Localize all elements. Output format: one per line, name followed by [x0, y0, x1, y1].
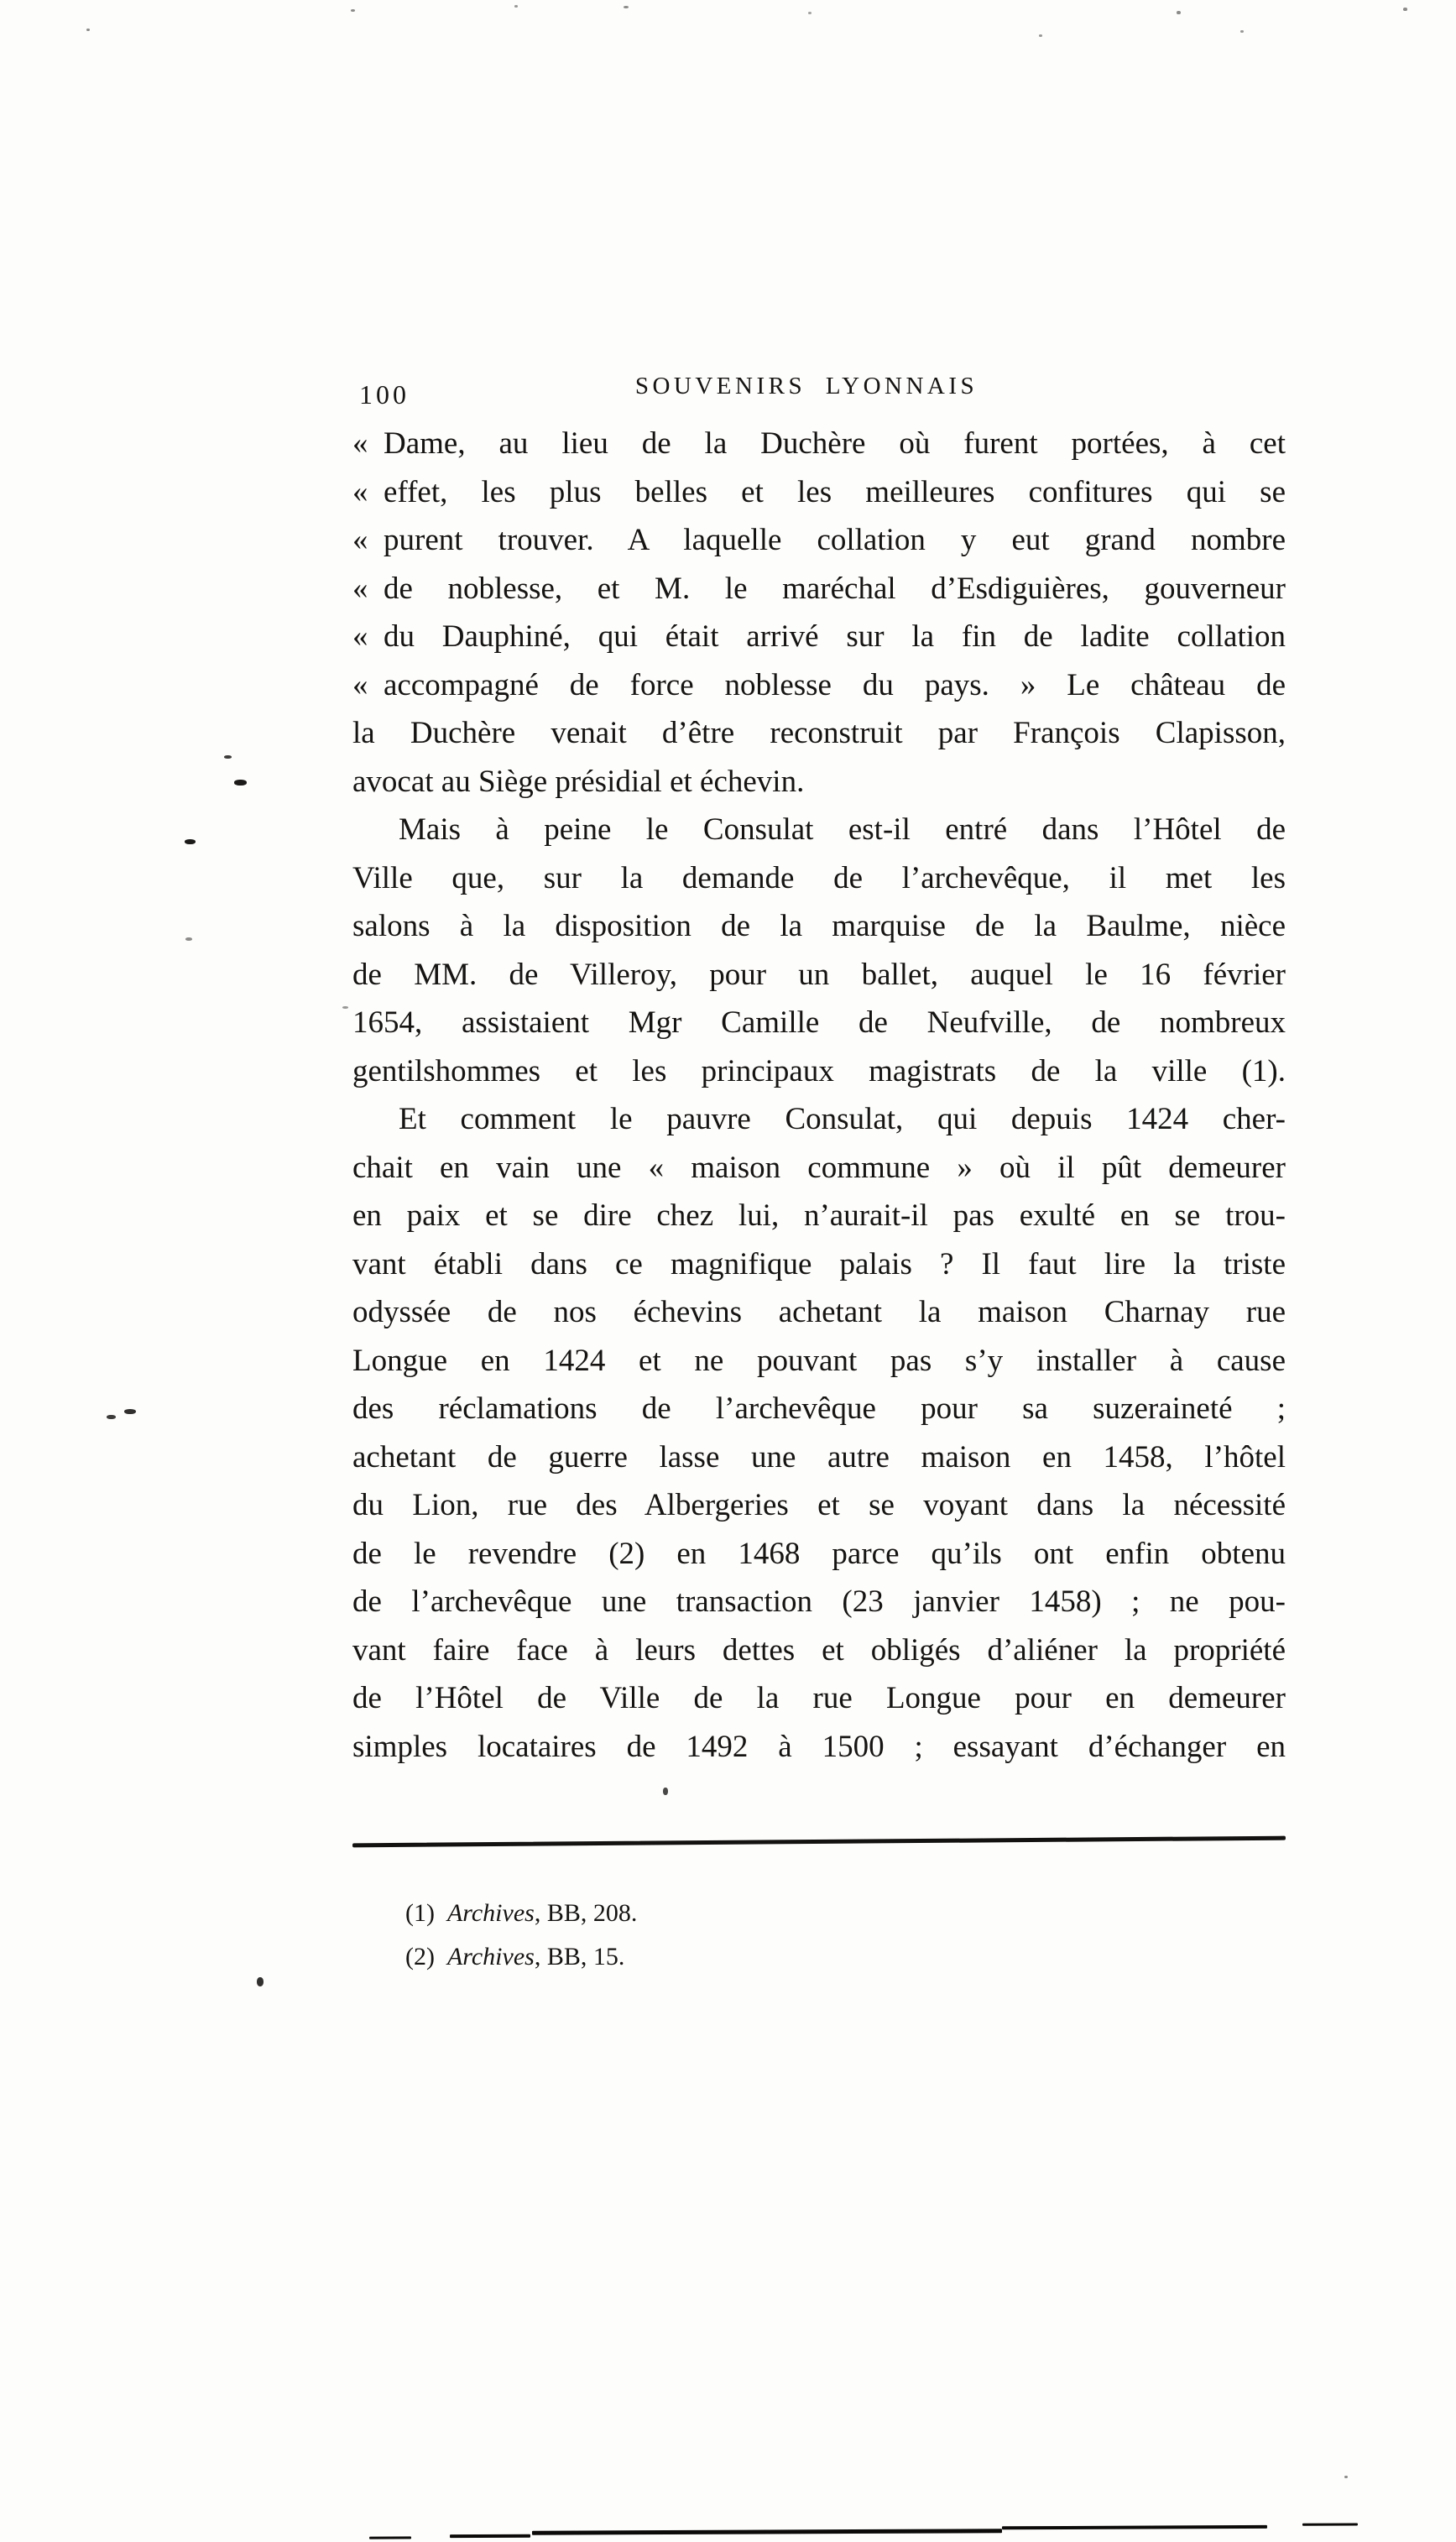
scan-edge-segment [450, 2534, 530, 2538]
ink-speck [514, 5, 518, 8]
text-line: simples locataires de 1492 à 1500 ; essayant d’échanger en [352, 1729, 1286, 1764]
footnote-reference: , BB, 15. [534, 1943, 625, 1970]
text-line: de l’archevêque une transaction (23 janvier 1458) ; ne pou- [352, 1584, 1286, 1619]
running-title: SOUVENIRS LYONNAIS [634, 373, 978, 399]
text-line: du Lion, rue des Albergeries et se voyant dans la nécessité [352, 1488, 1286, 1522]
scan-edge-segment [369, 2536, 411, 2539]
scan-edge-line [369, 2519, 1359, 2541]
ink-speck [185, 937, 192, 941]
text-line: Longue en 1424 et ne pouvant pas s’y installer à cause [352, 1343, 1286, 1378]
text-line: avocat au Siège présidial et échevin. [352, 764, 805, 799]
footnote-2 [405, 1935, 1161, 1979]
text-line: Et comment le pauvre Consulat, qui depuis 1424 cher- [399, 1102, 1286, 1136]
text-line: 1654, assistaient Mgr Camille de Neufville, de nombreux [352, 1005, 1286, 1040]
text-line: des réclamations de l’archevêque pour sa suzeraineté ; [352, 1391, 1286, 1426]
ink-speck [351, 9, 355, 12]
text-line: salons à la disposition de la marquise de la Baulme, nièce [352, 909, 1286, 943]
text-line: vant établi dans ce magnifique palais ? Il faut lire la triste [352, 1246, 1286, 1281]
ink-speck [86, 29, 90, 31]
text-line: « de noblesse, et M. le maréchal d’Esdiguières, gouverneur [352, 571, 1286, 606]
footnote-work-title: Archives [446, 1943, 535, 1970]
text-line: odyssée de nos échevins achetant la maison Charnay rue [352, 1295, 1286, 1329]
text-line: « purent trouver. A laquelle collation y eut grand nombre [352, 523, 1286, 557]
text-line: Ville que, sur la demande de l’archevêque, il met les [352, 860, 1286, 895]
ink-speck [124, 1409, 136, 1414]
ink-speck [1177, 11, 1181, 14]
ink-speck [185, 839, 196, 844]
ink-speck [624, 6, 629, 8]
text-line: achetant de guerre lasse une autre maison en 1458, l’hôtel [352, 1439, 1286, 1475]
text-line: de le revendre (2) en 1468 parce qu’ils ont enfin obtenu [352, 1536, 1286, 1571]
scan-edge-segment [532, 2529, 1002, 2534]
footnote-marker: (1) [405, 1899, 435, 1927]
scan-edge-segment [1302, 2523, 1358, 2525]
text-line: gentilshommes et les principaux magistrats de la ville (1). [352, 1053, 1286, 1088]
text-line: « du Dauphiné, qui était arrivé sur la fin de ladite collation [352, 619, 1286, 654]
ink-speck [1344, 2476, 1348, 2478]
ink-speck [224, 755, 232, 759]
page-number: 100 [359, 379, 410, 410]
ink-speck [808, 12, 811, 14]
text-line: « effet, les plus belles et les meilleures confitures qui se [352, 474, 1286, 509]
ink-speck [257, 1977, 264, 1986]
running-header [352, 373, 1286, 415]
body-text [352, 420, 1286, 1771]
footnote-work-title: Archives [446, 1899, 535, 1927]
text-line: « Dame, au lieu de la Duchère où furent portées, à cet [352, 426, 1286, 461]
scan-edge-segment [1002, 2525, 1267, 2529]
footnote-divider-rule [352, 1836, 1286, 1848]
text-line: en paix et se dire chez lui, n’aurait-il pas exulté en se trou- [352, 1198, 1286, 1233]
footnote-1 [405, 1892, 1161, 1935]
text-line: de MM. de Villeroy, pour un ballet, auquel le 16 février [352, 957, 1286, 992]
text-line: la Duchère venait d’être reconstruit par François Clapisson, [352, 716, 1286, 750]
footnote-marker: (2) [405, 1943, 435, 1970]
text-line: chait en vain une « maison commune » où il pût demeurer [352, 1150, 1286, 1185]
text-line: « accompagné de force noblesse du pays. » Le château de [352, 667, 1286, 702]
footnotes [405, 1892, 1161, 1979]
text-line: vant faire face à leurs dettes et obligés d’aliéner la propriété [352, 1632, 1286, 1668]
ink-speck [107, 1415, 116, 1419]
ink-speck [663, 1788, 668, 1795]
ink-speck [234, 780, 247, 786]
text-line: de l’Hôtel de Ville de la rue Longue pour en demeurer [352, 1681, 1286, 1715]
ink-speck [1039, 34, 1042, 37]
ink-speck [1240, 30, 1244, 33]
footnote-reference: , BB, 208. [534, 1899, 638, 1927]
text-line: Mais à peine le Consulat est-il entré dans l’Hôtel de [399, 812, 1286, 847]
ink-speck [1403, 8, 1407, 11]
ink-speck [342, 1006, 348, 1009]
